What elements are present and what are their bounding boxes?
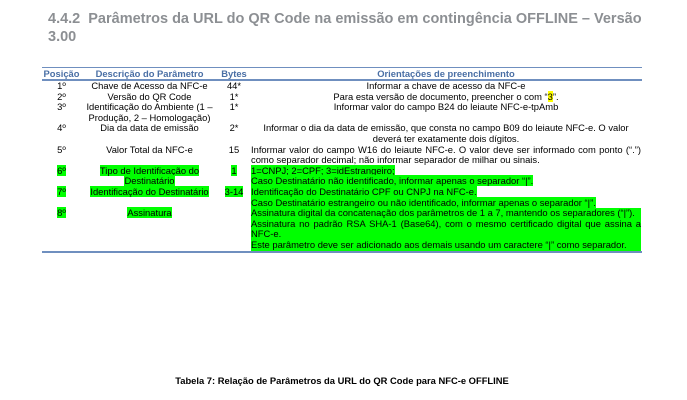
cell-orientation [250, 187, 642, 208]
cell-position: 4º [57, 122, 66, 134]
cell-description: Versão do QR Code [107, 90, 192, 102]
table-header-row [42, 68, 642, 81]
cell-description: Identificação do Destinatário [90, 185, 209, 197]
cell-position: 7º [57, 185, 66, 197]
cell-description: Assinatura [81, 208, 218, 251]
cell-description: Identificação do Ambiente (1 – Produção, 2 – Homologação) [86, 101, 213, 123]
orientation-paragraph: Este parâmetro deve ser adicionado aos demais usando um caractere “|” como separador. [251, 240, 641, 251]
orientation-paragraph: Assinatura digital da concatenação dos parâmetros de 1 a 7, mantendo os separadores (“|”). [251, 208, 641, 219]
cell-bytes: 2* [229, 122, 239, 134]
section-number: 4.4.2 [48, 11, 81, 27]
cell-orientation: Informar valor do campo W16 do leiaute NFC-e. O valor deve ser informado com ponto (“.”) como separador decimal; não informar separador de milhar ou sinais. [251, 143, 641, 166]
table-row [42, 102, 642, 123]
cell-position: 6º [57, 164, 66, 176]
cell-orientation: Informar a chave de acesso da NFC-e [366, 80, 526, 91]
cell-bytes: 1* [229, 101, 239, 113]
table-row [42, 187, 642, 208]
orientation-text-end: ”. [552, 90, 559, 102]
header-orientation: Orientações de preenchimento [250, 68, 642, 81]
table-row [42, 145, 642, 166]
header-description: Descrição do Parâmetro [81, 68, 218, 81]
section-heading [48, 10, 648, 46]
cell-orientation [250, 208, 642, 251]
cell-description: Chave de Acesso da NFC-e [91, 80, 208, 91]
table-row [42, 166, 642, 187]
cell-orientation [250, 166, 642, 187]
cell-description: Tipo de Identificação do Destinatário [99, 164, 200, 187]
cell-bytes [218, 208, 250, 251]
orientation-line: 1=CNPJ; 2=CPF; 3=idEstrangeiro; [251, 164, 395, 176]
table-caption: Tabela 7: Relação de Parâmetros da URL do QR Code para NFC-e OFFLINE [175, 375, 509, 386]
cell-description: Dia da data de emissão [100, 122, 199, 134]
table-row [42, 208, 642, 251]
cell-position: 2º [57, 90, 66, 102]
section-title: Parâmetros da URL do QR Code na emissão em contingência OFFLINE – Versão 3.00 [48, 11, 642, 45]
cell-position: 3º [57, 101, 66, 113]
cell-description: Valor Total da NFC-e [106, 143, 193, 155]
cell-position: 8º [42, 208, 81, 251]
orientation-line: Caso Destinatário não identificado, informar apenas o separador “|”. [251, 175, 534, 187]
cell-bytes: 15 [228, 143, 240, 155]
header-bytes: Bytes [218, 68, 250, 81]
cell-bytes: 1* [229, 90, 239, 102]
parameters-table [42, 67, 642, 253]
orientation-line: Caso Destinatário estrangeiro ou não identificado, informar apenas o separador “|”. [251, 196, 596, 208]
cell-position: 1º [57, 80, 66, 91]
orientation-paragraph: Assinatura no padrão RSA SHA-1 (Base64), com o mesmo certificado digital que assina a NFC-e. [251, 217, 641, 240]
cell-bytes: 44* [226, 80, 242, 91]
cell-orientation: Informar valor do campo B24 do leiaute NFC-e-tpAmb [333, 101, 559, 113]
cell-orientation: Informar o dia da data de emissão, que consta no campo B09 do leiaute NFC-e. O valor deverá ter exatamente dois dígitos. [263, 122, 629, 144]
highlighted-value: 3 [547, 90, 553, 102]
cell-bytes: 3-14 [224, 185, 244, 197]
cell-position: 5º [57, 143, 66, 155]
table-row [42, 123, 642, 144]
orientation-line: Identificação do Destinatário CPF ou CNPJ na NFC-e. [251, 185, 477, 197]
header-position: Posição [43, 68, 80, 79]
cell-bytes: 1 [231, 164, 237, 176]
orientation-text: Para esta versão de documento, preencher o com “ [333, 90, 548, 102]
